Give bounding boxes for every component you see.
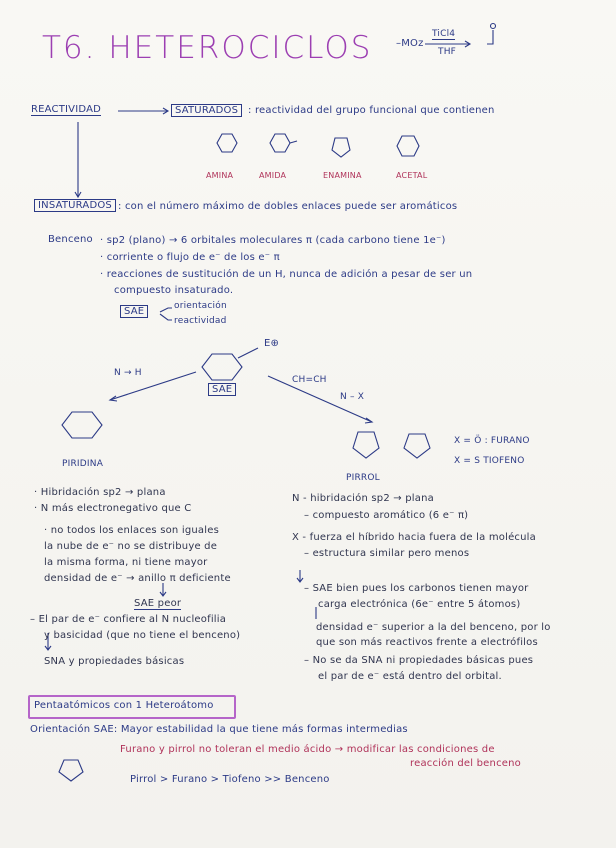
pirrol-note-8: que son más reactivos frente a electrófilos xyxy=(316,637,538,648)
pentaatomic-ring-icon xyxy=(59,760,83,781)
left-arrow-label: N → H xyxy=(114,368,142,378)
pirrol-note-4: – estructura similar pero menos xyxy=(304,548,470,559)
corner-reagent-left: –MOz xyxy=(396,38,424,49)
piridina-note-sae-peor: SAE peor xyxy=(134,598,182,609)
reactividad-label: REACTIVIDAD xyxy=(31,104,102,115)
amida-ring-icon xyxy=(270,134,290,152)
tiofeno-label: X = S TIOFENO xyxy=(454,456,525,466)
acetal-ring-icon xyxy=(397,136,419,156)
pirrol-note-7: densidad e⁻ superior a la del benceno, por lo xyxy=(316,622,551,633)
pirrol-note-6: carga electrónica (6e⁻ entre 5 átomos) xyxy=(318,599,521,610)
pirrol-ring-icon xyxy=(353,432,379,458)
acid-note-line-1: Furano y pirrol no toleran el medio ácido → modificar las condiciones de xyxy=(120,744,495,755)
piridina-note-3: · no todos los enlaces son iguales xyxy=(44,525,219,536)
reactivity-order: Pirrol > Furano > Tiofeno >> Benceno xyxy=(130,774,330,785)
benzene-ring-icon xyxy=(202,354,242,380)
pirrol-note-3: X - fuerza el híbrido hacia fuera de la molécula xyxy=(292,532,536,543)
piridina-label: PIRIDINA xyxy=(62,459,104,469)
pirrol-label: PIRROL xyxy=(346,473,380,483)
sae-box: SAE xyxy=(120,305,148,318)
pirrol-note-5: – SAE bien pues los carbonos tienen mayor xyxy=(304,583,529,594)
benceno-label: Benceno xyxy=(48,234,93,245)
electrophile-arrow xyxy=(238,348,258,358)
pirrol-note-2: – compuesto aromático (6 e⁻ π) xyxy=(304,510,469,521)
furano-label: X = Ö : FURANO xyxy=(454,436,530,446)
saturados-box: SATURADOS xyxy=(171,104,242,117)
pirrol-note-9: – No se da SNA ni propiedades básicas pues xyxy=(304,655,534,666)
electrophile-label: E⊕ xyxy=(264,338,280,349)
amina-ring-icon xyxy=(217,134,237,152)
right-arrow-label-top: CH=CH xyxy=(292,375,327,385)
sae-center-box: SAE xyxy=(208,383,236,396)
corner-reagent-bottom: THF xyxy=(438,47,457,57)
compound-amina: AMINA xyxy=(206,171,234,180)
furano-ring-icon xyxy=(404,434,430,458)
compound-amida: AMIDA xyxy=(259,171,287,180)
benceno-line-1: · sp2 (plano) → 6 orbitales moleculares π (cada carbono tiene 1e⁻) xyxy=(100,235,446,246)
sae-branch-reactividad: reactividad xyxy=(174,316,227,326)
piridina-ring-icon xyxy=(62,412,102,438)
enamina-ring-icon xyxy=(332,138,350,157)
piridina-note-2: · N más electronegativo que C xyxy=(34,503,192,514)
benceno-line-2: · corriente o flujo de e⁻ de los e⁻ π xyxy=(100,252,280,263)
benceno-line-3: · reacciones de sustitución de un H, nunca de adición a pesar de ser un xyxy=(100,269,473,280)
acid-note-line-2: reacción del benceno xyxy=(410,758,521,769)
piridina-note-8: – El par de e⁻ confiere al N nucleofilia xyxy=(30,614,227,625)
right-arrow-label-bottom: N – X xyxy=(340,392,365,402)
pirrol-note-1: N - hibridación sp2 → plana xyxy=(292,493,434,504)
saturados-text: : reactividad del grupo funcional que contienen xyxy=(248,105,495,116)
sae-branch-orientacion: orientación xyxy=(174,301,227,311)
insaturados-text: : con el número máximo de dobles enlaces puede ser aromáticos xyxy=(118,201,458,212)
piridina-note-6: densidad de e⁻ → anillo π deficiente xyxy=(44,573,231,584)
piridina-note-9: y basicidad (que no tiene el benceno) xyxy=(44,630,241,641)
insaturados-box: INSATURADOS xyxy=(34,199,116,212)
piridina-note-5: la misma forma, ni tiene mayor xyxy=(44,557,208,568)
piridina-note-4: la nube de e⁻ no se distribuye de xyxy=(44,541,218,552)
piridina-note-10: SNA y propiedades básicas xyxy=(44,656,185,667)
corner-product-icon xyxy=(487,30,493,44)
orientacion-sae-text: Orientación SAE: Mayor estabilidad la que tiene más formas intermedias xyxy=(30,724,408,735)
compound-enamina: ENAMINA xyxy=(323,171,362,180)
corner-reagent-top: TiCl4 xyxy=(432,29,456,39)
page-title: T6. HETEROCICLOS xyxy=(42,30,373,66)
benceno-line-4: compuesto insaturado. xyxy=(114,285,234,296)
piridina-note-1: · Hibridación sp2 → plana xyxy=(34,487,166,498)
pirrol-note-10: el par de e⁻ está dentro del orbital. xyxy=(318,671,502,682)
compound-acetal: ACETAL xyxy=(396,171,428,180)
pentaatomicos-box-label: Pentaatómicos con 1 Heteroátomo xyxy=(34,700,214,711)
